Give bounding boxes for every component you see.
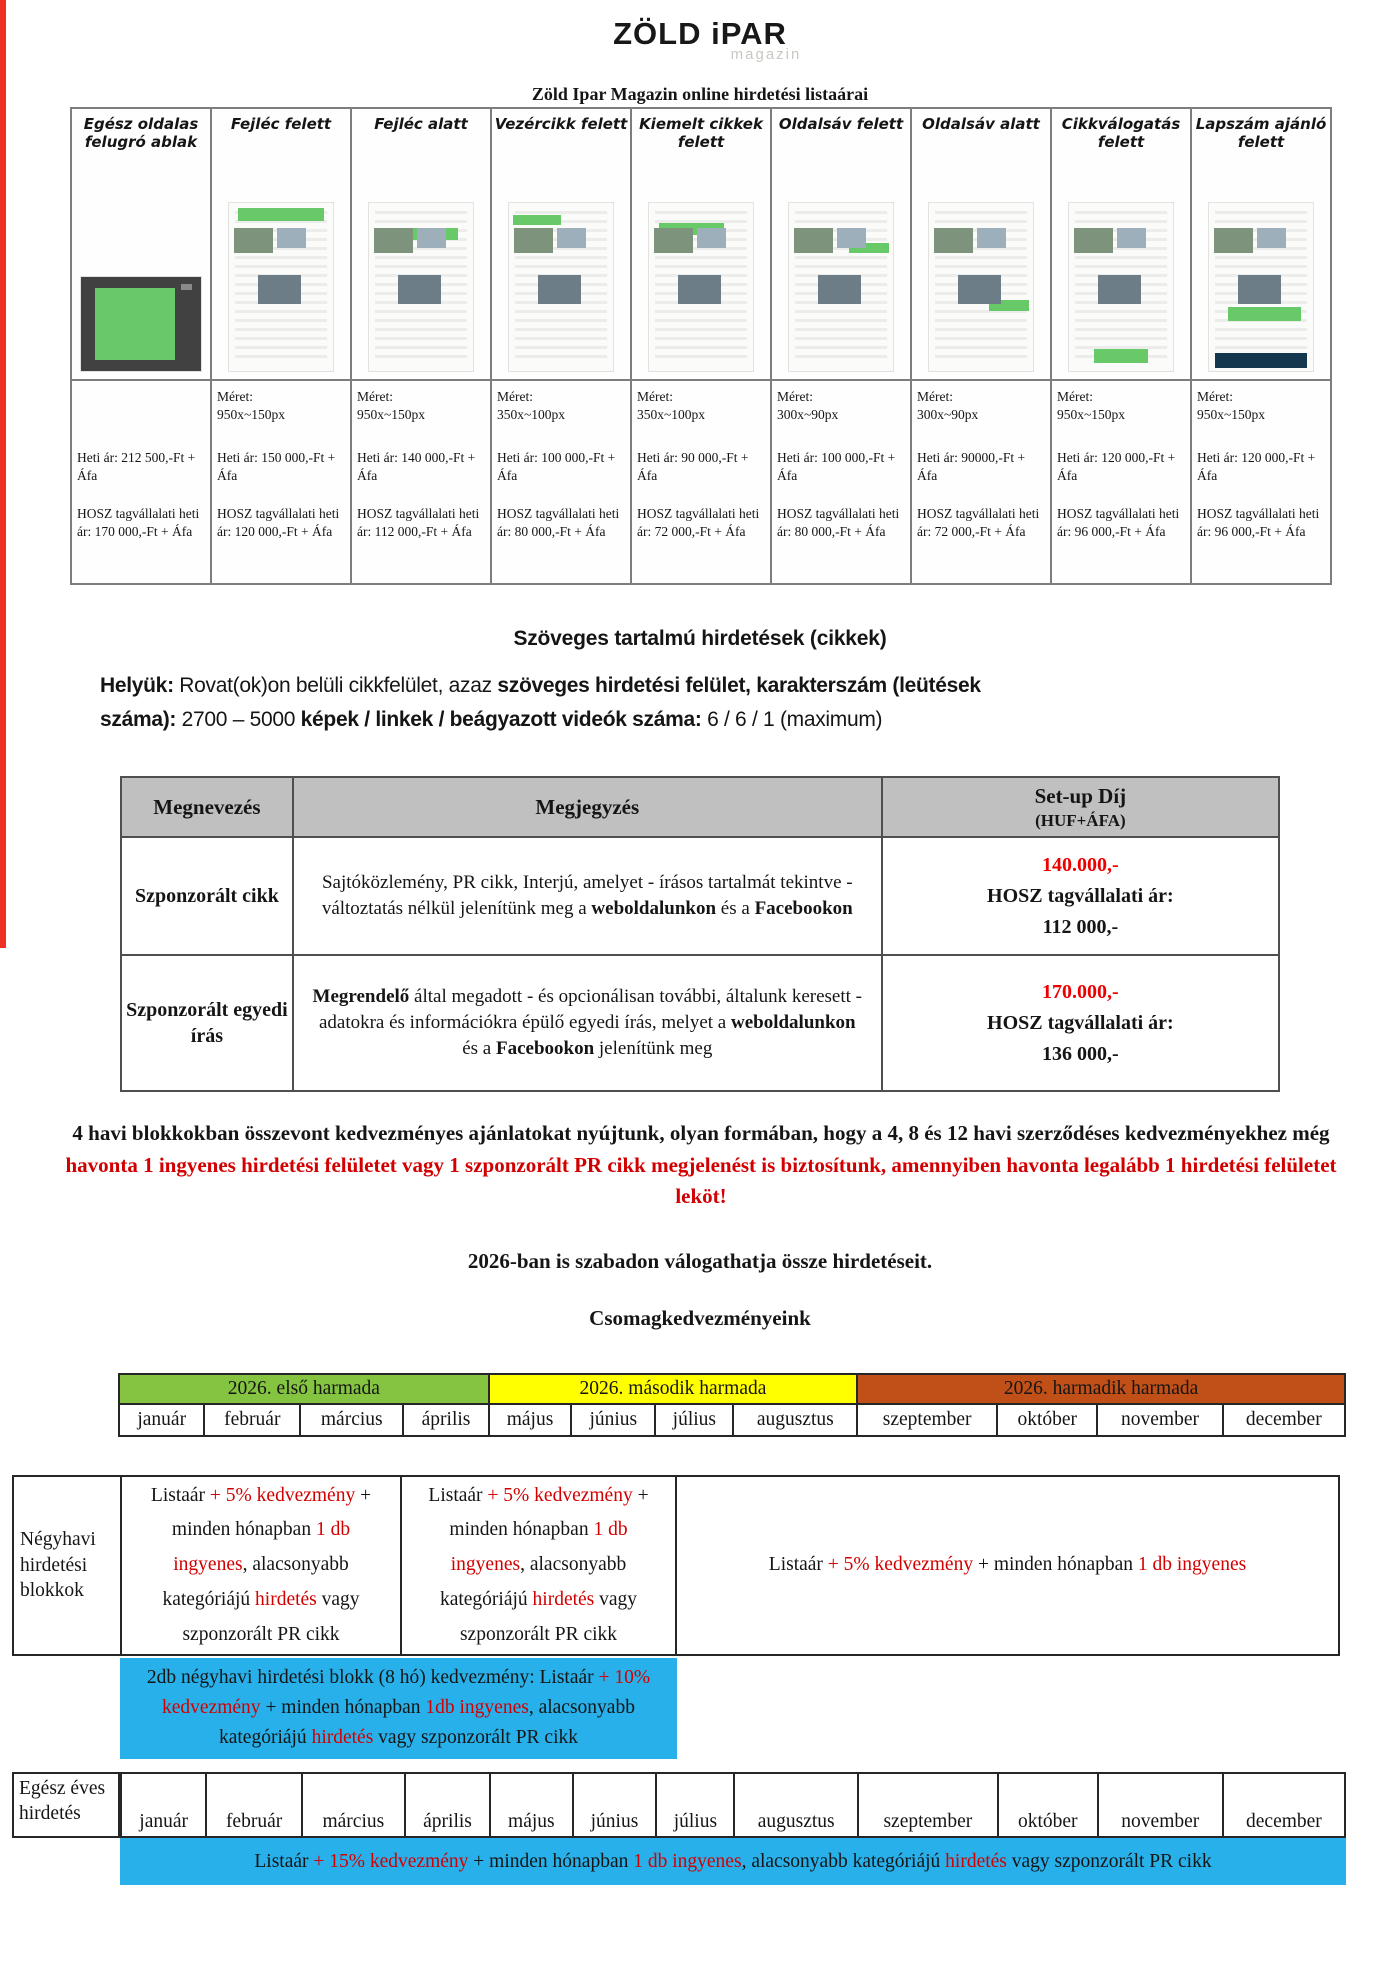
size-block	[497, 388, 627, 436]
thumb-photo-block	[794, 228, 832, 253]
weekly-price: Heti ár: 212 500,-Ft + Áfa	[77, 450, 196, 483]
setup-header-subtitle: (HUF+ÁFA)	[1035, 810, 1126, 830]
month-cell: augusztus	[733, 1404, 857, 1436]
sponsored-table	[120, 776, 1280, 1092]
weekly-price: Heti ár: 120 000,-Ft + Áfa	[1197, 450, 1316, 483]
price-column-top	[1052, 109, 1190, 381]
price-column-top	[352, 109, 490, 381]
thumb-photo-block	[538, 275, 581, 304]
text-run: vagy szponzorált PR cikk	[182, 1588, 360, 1645]
price-column-header: Fejléc felett	[230, 115, 332, 133]
text-run: és a	[462, 1038, 496, 1060]
price-column-info	[1052, 381, 1190, 540]
setup-price-cell-0	[882, 837, 1279, 955]
price-column-kiemelt-cikkek-felett	[632, 109, 772, 583]
size-block	[217, 388, 347, 436]
price-column-top	[1192, 109, 1330, 381]
text-run: száma):	[100, 707, 182, 731]
text-run: 1 db ingyenes	[173, 1519, 351, 1576]
oldalsav-felett-preview-thumbnail	[789, 203, 893, 371]
price-column-header: Egész oldalas felugró ablak	[83, 115, 199, 151]
yearly-month-cell: június	[573, 1773, 657, 1837]
fejlec-felett-preview-thumbnail	[229, 203, 333, 371]
row-name-egyedi: Szponzorált egyedi írás	[121, 955, 293, 1091]
text-run: + minden hónapban	[977, 1554, 1138, 1576]
text-run: + minden hónapban	[171, 1484, 372, 1541]
month-cell: december	[1223, 1404, 1345, 1436]
price-column-header: Oldalsáv felett	[778, 115, 904, 133]
price-column-header: Cikkválogatás felett	[1061, 115, 1181, 151]
thumb-photo-block	[1117, 228, 1146, 248]
thumb-photo-block	[557, 228, 586, 248]
month-cell: július	[655, 1404, 733, 1436]
yearly-month-cell: március	[302, 1773, 405, 1837]
text-run: 1 db ingyenes	[633, 1851, 742, 1872]
price-column-info	[212, 381, 350, 540]
text-run: havonta 1 ingyenes hirdetési felületet vagy 1 szponzorált PR cikk megjelenést is biztosítunk, amennyiben havonta legalább 1 hirdetési felületet leköt!	[65, 1152, 1337, 1208]
thumb-photo-block	[837, 228, 866, 248]
size-block	[637, 388, 767, 436]
size-label: Méret:	[1197, 389, 1233, 404]
size-value: 950x~150px	[1057, 406, 1126, 422]
price-column-popup	[72, 109, 212, 583]
thumb-photo-block	[514, 228, 552, 253]
col-header-megjegyzes: Megjegyzés	[293, 777, 882, 837]
weekly-price: Heti ár: 100 000,-Ft + Áfa	[497, 450, 616, 483]
text-run: hirdetés	[311, 1727, 374, 1749]
lapszam-ajanlo-felett-preview-thumbnail	[1209, 203, 1313, 371]
yearly-label: Egész éves hirdetés	[12, 1772, 120, 1838]
month-cell: február	[204, 1404, 300, 1436]
text-run: Sajtóközlemény, PR cikk, Interjú, amelyet - írásos tartalmát tekintve - változtatás nélkül jelenítünk meg a	[321, 871, 853, 919]
weekly-price: Heti ár: 90000,-Ft + Áfa	[917, 450, 1026, 483]
note-cell-1	[293, 955, 882, 1091]
thumb-photo-block	[1074, 228, 1112, 253]
size-label: Méret:	[217, 389, 253, 404]
price-column-info	[72, 381, 210, 540]
promo-paragraph	[54, 1118, 1348, 1213]
size-value: 300x~90px	[777, 406, 839, 422]
size-label: Méret:	[917, 389, 953, 404]
size-value: 350x~100px	[637, 406, 706, 422]
four-month-offer-text	[414, 1479, 663, 1653]
yearly-month-cell: július	[656, 1773, 734, 1837]
fejlec-alatt-preview-thumbnail	[369, 203, 473, 371]
sponsored-table-header-row	[121, 777, 1279, 837]
size-block	[917, 388, 1047, 436]
setup-price-1: 170.000,-	[1042, 980, 1119, 1003]
size-value: 950x~150px	[357, 406, 426, 422]
thumb-photo-block	[678, 275, 721, 304]
weekly-price: Heti ár: 120 000,-Ft + Áfa	[1057, 450, 1176, 483]
months-table	[118, 1373, 1346, 1437]
text-run: + minden hónapban	[449, 1484, 649, 1541]
text-run: 1 db ingyenes	[1137, 1554, 1247, 1576]
thumb-photo-block	[1238, 275, 1281, 304]
member-price: HOSZ tagvállalati heti ár: 96 000,-Ft + Áfa	[1197, 506, 1320, 539]
four-month-offer-text	[769, 1548, 1246, 1583]
text-run: Helyük:	[100, 674, 180, 697]
popup-preview-thumbnail	[81, 277, 201, 371]
heading-csomag: Csomagkedvezményeink	[589, 1306, 811, 1330]
text-run: weboldalunkon	[591, 898, 717, 919]
size-label: Méret:	[497, 389, 533, 404]
text-run: Megrendelő	[312, 985, 410, 1007]
member-price: HOSZ tagvállalati heti ár: 80 000,-Ft + Áfa	[777, 506, 900, 539]
four-month-label: Négyhavi hirdetési blokkok	[14, 1477, 122, 1654]
size-value: 350x~100px	[497, 406, 566, 422]
helyuk-paragraph	[100, 669, 1318, 736]
thumb-photo-block	[654, 228, 692, 253]
price-column-header: Kiemelt cikkek felett	[639, 115, 763, 151]
price-column-header: Fejléc alatt	[374, 115, 468, 133]
yearly-month-cell: december	[1223, 1773, 1345, 1837]
text-run: 1db ingyenes	[425, 1697, 529, 1719]
member-price: HOSZ tagvállalati heti ár: 96 000,-Ft + Áfa	[1057, 506, 1180, 539]
yearly-month-cell: január	[121, 1773, 206, 1837]
thumb-photo-block	[1098, 275, 1141, 304]
text-run: + 5% kedvezmény	[827, 1554, 978, 1576]
price-column-top	[772, 109, 910, 381]
note-cell-0	[293, 837, 882, 955]
left-margin-line	[0, 0, 6, 948]
month-cell: október	[997, 1404, 1097, 1436]
text-run: képek / linkek / beágyazott videók száma:	[300, 707, 708, 731]
price-column-top	[912, 109, 1050, 381]
size-block	[1197, 388, 1327, 436]
text-run: + minden hónapban	[468, 1851, 634, 1872]
member-price: HOSZ tagvállalati heti ár: 112 000,-Ft + Áfa	[357, 506, 480, 539]
yearly-month-cell: május	[490, 1773, 572, 1837]
price-column-header: Oldalsáv alatt	[922, 115, 1040, 133]
text-run: Rovat(ok)on belüli cikkfelület, azaz	[179, 674, 498, 697]
text-run: 2700 – 5000	[181, 707, 301, 731]
price-column-cikkvalogatas-felett	[1052, 109, 1192, 583]
weekly-price: Heti ár: 140 000,-Ft + Áfa	[357, 450, 476, 483]
four-month-offer-text	[134, 1479, 388, 1653]
price-column-top	[72, 109, 210, 381]
text-run: Listaár	[428, 1484, 488, 1506]
text-run: Listaár	[768, 1554, 828, 1576]
text-run: Facebookon	[754, 898, 853, 919]
member-price: HOSZ tagvállalati heti ár: 72 000,-Ft + Áfa	[637, 506, 760, 539]
member-price: HOSZ tagvállalati heti ár: 120 000,-Ft + Áfa	[217, 506, 340, 539]
price-column-vezercikk-felett	[492, 109, 632, 583]
setup-price-cell-1	[882, 955, 1279, 1091]
four-month-offer-cell-2	[402, 1477, 677, 1654]
yearly-month-cell: szeptember	[858, 1773, 998, 1837]
ad-placement-highlight	[1094, 349, 1148, 362]
vezercikk-felett-preview-thumbnail	[509, 203, 613, 371]
price-column-fejlec-alatt	[352, 109, 492, 583]
yearly-month-cell: február	[206, 1773, 302, 1837]
logo	[0, 16, 1400, 63]
member-price-label-1: HOSZ tagvállalati ár:	[987, 1011, 1174, 1034]
thumb-photo-block	[398, 275, 441, 304]
size-label: Méret:	[777, 389, 813, 404]
size-block	[357, 388, 487, 436]
text-run: 4 havi blokkokban összevont kedvezményes ajánlatokat nyújtunk, olyan formában, hogy a 4, 8 és 12 havi szerződéses kedvezményekhez még	[72, 1121, 1330, 1145]
price-column-lapszam-ajanlo-felett	[1192, 109, 1330, 583]
sponsored-row-cikk	[121, 837, 1279, 955]
price-table	[70, 107, 1332, 585]
heading-2026: 2026-ban is szabadon válogathatja össze hirdetéseit.	[467, 1249, 933, 1273]
month-cell: szeptember	[857, 1404, 997, 1436]
month-cell: június	[571, 1404, 655, 1436]
thirds-row	[119, 1374, 1345, 1404]
size-value: 950x~150px	[1197, 406, 1266, 422]
weekly-price: Heti ár: 100 000,-Ft + Áfa	[777, 450, 896, 483]
month-cell: november	[1097, 1404, 1222, 1436]
logo-text: ZÖLD iPAR	[613, 16, 787, 51]
price-column-info	[632, 381, 770, 540]
price-column-info	[772, 381, 910, 540]
eight-month-discount-cell	[120, 1658, 677, 1759]
four-month-offer-cell-3	[677, 1477, 1338, 1654]
yearly-months-table	[120, 1772, 1346, 1838]
text-run: Facebookon	[495, 1038, 595, 1060]
text-run: weboldalunkon	[730, 1011, 856, 1033]
thumb-photo-block	[234, 228, 272, 253]
third-cell: 2026. harmadik harmada	[857, 1374, 1345, 1404]
section-heading-szoveges: Szöveges tartalmú hirdetések (cikkek)	[513, 627, 887, 650]
col-header-megnevezes: Megnevezés	[121, 777, 293, 837]
sponsored-row-egyedi	[121, 955, 1279, 1091]
text-run: 1 db ingyenes	[450, 1519, 628, 1576]
price-column-top	[632, 109, 770, 381]
size-block	[777, 388, 907, 436]
thumb-footer-band	[1215, 353, 1307, 368]
logo-subtext: magazin	[730, 46, 802, 63]
yearly-month-cell: november	[1098, 1773, 1223, 1837]
text-run: Listaár	[254, 1851, 314, 1872]
price-column-top	[212, 109, 350, 381]
text-run: , alacsonyabb kategóriájú	[439, 1554, 627, 1610]
text-run: + minden hónapban	[260, 1697, 426, 1719]
yearly-months-row	[121, 1773, 1345, 1837]
four-month-table	[12, 1475, 1340, 1656]
weekly-price: Heti ár: 90 000,-Ft + Áfa	[637, 450, 749, 483]
yearly-month-cell: augusztus	[734, 1773, 858, 1837]
month-cell: január	[119, 1404, 204, 1436]
text-run: , alacsonyabb kategóriájú	[218, 1697, 635, 1749]
third-cell: 2026. második harmada	[489, 1374, 857, 1404]
member-price: HOSZ tagvállalati heti ár: 170 000,-Ft + Áfa	[77, 506, 200, 539]
setup-header-title: Set-up Díj	[1034, 784, 1127, 809]
text-run: , alacsonyabb kategóriájú	[162, 1554, 349, 1610]
text-run: hirdetés	[532, 1588, 595, 1610]
size-value: 950x~150px	[217, 406, 286, 422]
size-label: Méret:	[637, 389, 673, 404]
price-column-info	[912, 381, 1050, 540]
month-cell: március	[300, 1404, 403, 1436]
thumb-photo-block	[934, 228, 972, 253]
price-column-fejlec-felett	[212, 109, 352, 583]
thumb-photo-block	[258, 275, 301, 304]
text-run: szöveges hirdetési felület, karakterszám (leütések	[497, 674, 981, 697]
size-block	[77, 388, 207, 436]
text-run: 6 / 6 / 1 (maximum)	[707, 707, 883, 731]
thumb-photo-block	[977, 228, 1006, 248]
text-run: + 5% kedvezmény	[209, 1484, 361, 1506]
text-run: és a	[716, 898, 755, 919]
thumb-photo-block	[277, 228, 306, 248]
thumb-photo-block	[958, 275, 1001, 304]
text-run: hirdetés	[255, 1588, 317, 1610]
text-run: jelenítünk meg	[594, 1038, 713, 1060]
size-label: Méret:	[357, 389, 393, 404]
weekly-price: Heti ár: 150 000,-Ft + Áfa	[217, 450, 336, 483]
size-value: 300x~90px	[917, 406, 979, 422]
text-run: vagy szponzorált PR cikk	[373, 1727, 579, 1749]
month-cell: április	[403, 1404, 488, 1436]
text-run: 2db négyhavi hirdetési blokk (8 hó) kedvezmény: Listaár	[146, 1667, 599, 1688]
size-label: Méret:	[1057, 389, 1093, 404]
months-row	[119, 1404, 1345, 1436]
yearly-discount-cell	[120, 1838, 1346, 1885]
price-column-oldalsav-felett	[772, 109, 912, 583]
price-column-info	[1192, 381, 1330, 540]
thumb-photo-block	[1214, 228, 1252, 253]
setup-price-0: 140.000,-	[1042, 853, 1119, 876]
text-run: Listaár	[150, 1484, 210, 1506]
text-run: + 15% kedvezmény	[313, 1851, 469, 1872]
member-price-label-0: HOSZ tagvállalati ár:	[987, 884, 1174, 907]
ad-placement-highlight	[513, 215, 561, 225]
cikkvalogatas-felett-preview-thumbnail	[1069, 203, 1173, 371]
thumb-photo-block	[417, 228, 446, 248]
row-name-cikk: Szponzorált cikk	[121, 837, 293, 955]
col-header-setup	[882, 777, 1279, 837]
price-column-info	[492, 381, 630, 540]
ad-placement-highlight	[238, 208, 323, 221]
ad-placement-highlight	[95, 288, 174, 359]
member-price-value-0: 112 000,-	[1042, 915, 1119, 938]
third-cell: 2026. első harmada	[119, 1374, 489, 1404]
yearly-month-cell: április	[405, 1773, 490, 1837]
text-run: vagy szponzorált PR cikk	[459, 1588, 638, 1645]
kiemelt-cikkek-felett-preview-thumbnail	[649, 203, 753, 371]
text-run: vagy szponzorált PR cikk	[1006, 1851, 1212, 1872]
thumb-photo-block	[374, 228, 412, 253]
price-column-oldalsav-alatt	[912, 109, 1052, 583]
price-column-header: Lapszám ajánló felett	[1195, 115, 1327, 151]
thumb-photo-block	[1257, 228, 1286, 248]
size-block	[1057, 388, 1187, 436]
price-column-header: Vezércikk felett	[494, 115, 628, 133]
page-title: Zöld Ipar Magazin online hirdetési listaárai	[531, 84, 869, 104]
price-column-info	[352, 381, 490, 540]
text-run: hirdetés	[945, 1851, 1007, 1872]
thumb-photo-block	[697, 228, 726, 248]
text-run: által megadott - és opcionálisan további, általunk keresett - adatokra és információkra épülő egyedi írás, melyet a	[318, 985, 862, 1033]
text-run: + 10% kedvezmény	[162, 1667, 651, 1719]
member-price-value-1: 136 000,-	[1042, 1042, 1119, 1065]
text-run: + 5% kedvezmény	[487, 1484, 638, 1506]
four-month-offer-cell-1	[122, 1477, 402, 1654]
text-run: , alacsonyabb kategóriájú	[741, 1851, 946, 1872]
oldalsav-alatt-preview-thumbnail	[929, 203, 1033, 371]
thumb-photo-block	[818, 275, 861, 304]
ad-placement-highlight	[1228, 307, 1301, 320]
member-price: HOSZ tagvállalati heti ár: 80 000,-Ft + Áfa	[497, 506, 620, 539]
price-column-top	[492, 109, 630, 381]
member-price: HOSZ tagvállalati heti ár: 72 000,-Ft + Áfa	[917, 506, 1040, 539]
month-cell: május	[489, 1404, 572, 1436]
yearly-month-cell: október	[998, 1773, 1098, 1837]
